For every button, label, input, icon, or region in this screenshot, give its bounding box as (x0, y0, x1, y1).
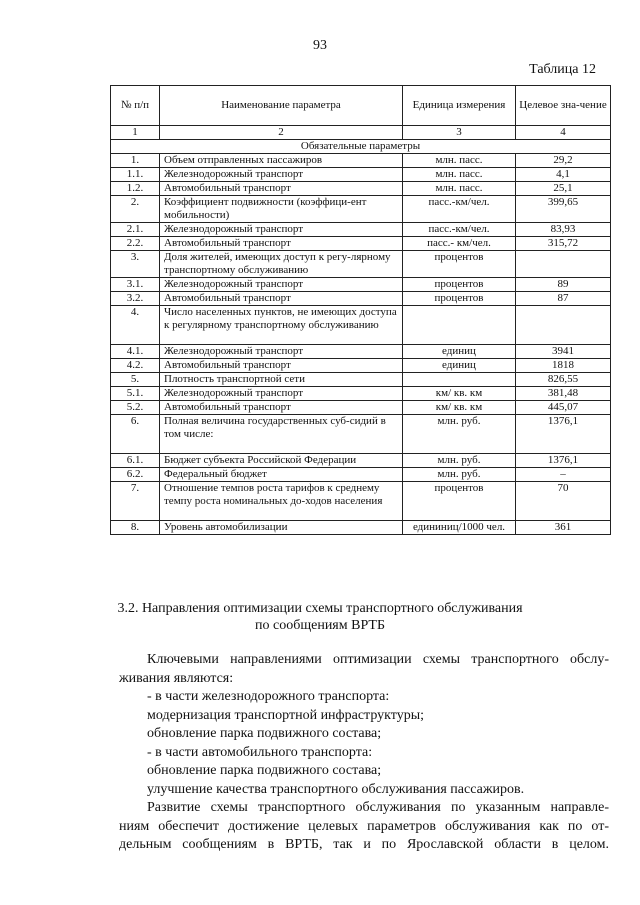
target-value: 89 (516, 278, 611, 292)
target-value: 1818 (516, 359, 611, 373)
unit-cell: процентов (403, 278, 516, 292)
row-number: 1. (111, 154, 160, 168)
table-row (111, 278, 611, 292)
target-value: 315,72 (516, 237, 611, 251)
table-row (111, 521, 611, 535)
row-number: 2.1. (111, 223, 160, 237)
target-value: 361 (516, 521, 611, 535)
table-caption: Таблица 12 (529, 62, 596, 77)
table-header-row (111, 86, 611, 126)
target-value: 1376,1 (516, 454, 611, 468)
column-number: 1 (111, 126, 160, 140)
parameter-name: Железнодорожный транспорт (160, 223, 403, 237)
target-value: 4,1 (516, 168, 611, 182)
list-line: модернизация транспортной инфраструктуры; (147, 707, 424, 723)
row-number: 5.2. (111, 401, 160, 415)
parameter-name: Автомобильный транспорт (160, 182, 403, 196)
parameter-name: Плотность транспортной сети (160, 373, 403, 387)
paragraph-line: Развитие схемы транспортного обслуживания по указанным направле- (147, 800, 609, 815)
parameter-name: Коэффициент подвижности (коэффици-ент мобильности) (160, 196, 403, 223)
unit-cell: млн. руб. (403, 468, 516, 482)
table-row (111, 482, 611, 521)
parameter-name: Автомобильный транспорт (160, 401, 403, 415)
parameter-name: Железнодорожный транспорт (160, 278, 403, 292)
table-row (111, 345, 611, 359)
unit-cell: млн. руб. (403, 415, 516, 454)
parameter-name: Полная величина государственных суб-сидий в том числе: (160, 415, 403, 454)
row-number: 2.2. (111, 237, 160, 251)
parameter-name: Железнодорожный транспорт (160, 387, 403, 401)
unit-cell: пасс.- км/чел. (403, 237, 516, 251)
table-row (111, 454, 611, 468)
parameter-name: Железнодорожный транспорт (160, 345, 403, 359)
paragraph-line: дельным сообщениям в ВРТБ, так и по Ярославской области в целом. (119, 837, 609, 852)
table-row (111, 292, 611, 306)
unit-cell (403, 373, 516, 387)
section-row (111, 140, 611, 154)
unit-cell: процентов (403, 482, 516, 521)
parameter-name: Железнодорожный транспорт (160, 168, 403, 182)
list-line: улучшение качества транспортного обслуживания пассажиров. (147, 781, 525, 797)
row-number: 2. (111, 196, 160, 223)
target-value (516, 251, 611, 278)
table-row (111, 154, 611, 168)
unit-cell (403, 306, 516, 345)
row-number: 3.2. (111, 292, 160, 306)
parameter-name: Федеральный бюджет (160, 468, 403, 482)
parameter-name: Автомобильный транспорт (160, 359, 403, 373)
parameter-name: Автомобильный транспорт (160, 292, 403, 306)
list-line: обновление парка подвижного состава; (147, 726, 382, 741)
row-number: 4.1. (111, 345, 160, 359)
paragraph-line: живания являются: (119, 670, 234, 686)
paragraph-line: Ключевыми направлениями оптимизации схемы транспортного обслу- (147, 652, 609, 667)
target-value (516, 306, 611, 345)
table-row (111, 401, 611, 415)
paragraph-line: ниям обеспечит достижение целевых параметров обслуживания как по от- (119, 818, 609, 834)
target-value: 381,48 (516, 387, 611, 401)
parameter-name: Автомобильный транспорт (160, 237, 403, 251)
row-number: 7. (111, 482, 160, 521)
list-line: обновление парка подвижного состава; (147, 763, 382, 778)
row-number: 6.2. (111, 468, 160, 482)
section-heading-line: по сообщениям ВРТБ (255, 618, 385, 633)
page-number: 93 (313, 38, 327, 53)
target-value: – (516, 468, 611, 482)
target-value: 83,93 (516, 223, 611, 237)
table-row (111, 387, 611, 401)
unit-cell: млн. пасс. (403, 168, 516, 182)
header-unit: Единица измерения (403, 86, 516, 126)
unit-cell: км/ кв. км (403, 387, 516, 401)
table-row (111, 415, 611, 454)
list-line: - в части автомобильного транспорта: (147, 744, 373, 760)
unit-cell: единиц (403, 345, 516, 359)
parameter-name: Число населенных пунктов, не имеющих доступа к регулярному транспортному обслуживанию (160, 306, 403, 345)
column-number: 4 (516, 126, 611, 140)
section-heading (0, 600, 640, 634)
table-row (111, 168, 611, 182)
header-target-value: Целевое зна-чение (516, 86, 611, 126)
target-value: 29,2 (516, 154, 611, 168)
target-value: 3941 (516, 345, 611, 359)
row-number: 6. (111, 415, 160, 454)
column-number: 2 (160, 126, 403, 140)
table-body (111, 126, 611, 535)
column-number-row (111, 126, 611, 140)
unit-cell: км/ кв. км (403, 401, 516, 415)
table-row (111, 182, 611, 196)
parameter-name: Бюджет субъекта Российской Федерации (160, 454, 403, 468)
unit-cell: млн. пасс. (403, 182, 516, 196)
parameter-name: Объем отправленных пассажиров (160, 154, 403, 168)
body-text (119, 651, 609, 855)
parameter-name: Доля жителей, имеющих доступ к регу-лярному транспортному обслуживанию (160, 251, 403, 278)
table-row (111, 359, 611, 373)
section-heading-line: 3.2. Направления оптимизации схемы транспортного обслуживания (117, 601, 523, 616)
unit-cell: едининиц/1000 чел. (403, 521, 516, 535)
target-value: 445,07 (516, 401, 611, 415)
unit-cell: пасс.-км/чел. (403, 223, 516, 237)
parameter-name: Отношение темпов роста тарифов к среднему темпу роста номинальных до-ходов населения (160, 482, 403, 521)
table-row (111, 373, 611, 387)
unit-cell: процентов (403, 292, 516, 306)
table-row (111, 237, 611, 251)
target-value: 87 (516, 292, 611, 306)
row-number: 4.2. (111, 359, 160, 373)
column-number: 3 (403, 126, 516, 140)
table-row (111, 196, 611, 223)
header-parameter: Наименование параметра (160, 86, 403, 126)
table-row (111, 468, 611, 482)
row-number: 4. (111, 306, 160, 345)
section-label: Обязательные параметры (111, 140, 611, 154)
unit-cell: единиц (403, 359, 516, 373)
row-number: 6.1. (111, 454, 160, 468)
row-number: 3. (111, 251, 160, 278)
row-number: 3.1. (111, 278, 160, 292)
unit-cell: процентов (403, 251, 516, 278)
table-row (111, 251, 611, 278)
unit-cell: пасс.-км/чел. (403, 196, 516, 223)
row-number: 1.1. (111, 168, 160, 182)
row-number: 8. (111, 521, 160, 535)
table-row (111, 306, 611, 345)
list-line: - в части железнодорожного транспорта: (147, 689, 390, 704)
target-value: 1376,1 (516, 415, 611, 454)
row-number: 1.2. (111, 182, 160, 196)
target-value: 70 (516, 482, 611, 521)
parameter-name: Уровень автомобилизации (160, 521, 403, 535)
unit-cell: млн. руб. (403, 454, 516, 468)
unit-cell: млн. пасс. (403, 154, 516, 168)
table-row (111, 223, 611, 237)
parameters-table (110, 85, 611, 535)
target-value: 399,65 (516, 196, 611, 223)
row-number: 5.1. (111, 387, 160, 401)
target-value: 25,1 (516, 182, 611, 196)
row-number: 5. (111, 373, 160, 387)
header-number: № п/п (111, 86, 160, 126)
target-value: 826,55 (516, 373, 611, 387)
